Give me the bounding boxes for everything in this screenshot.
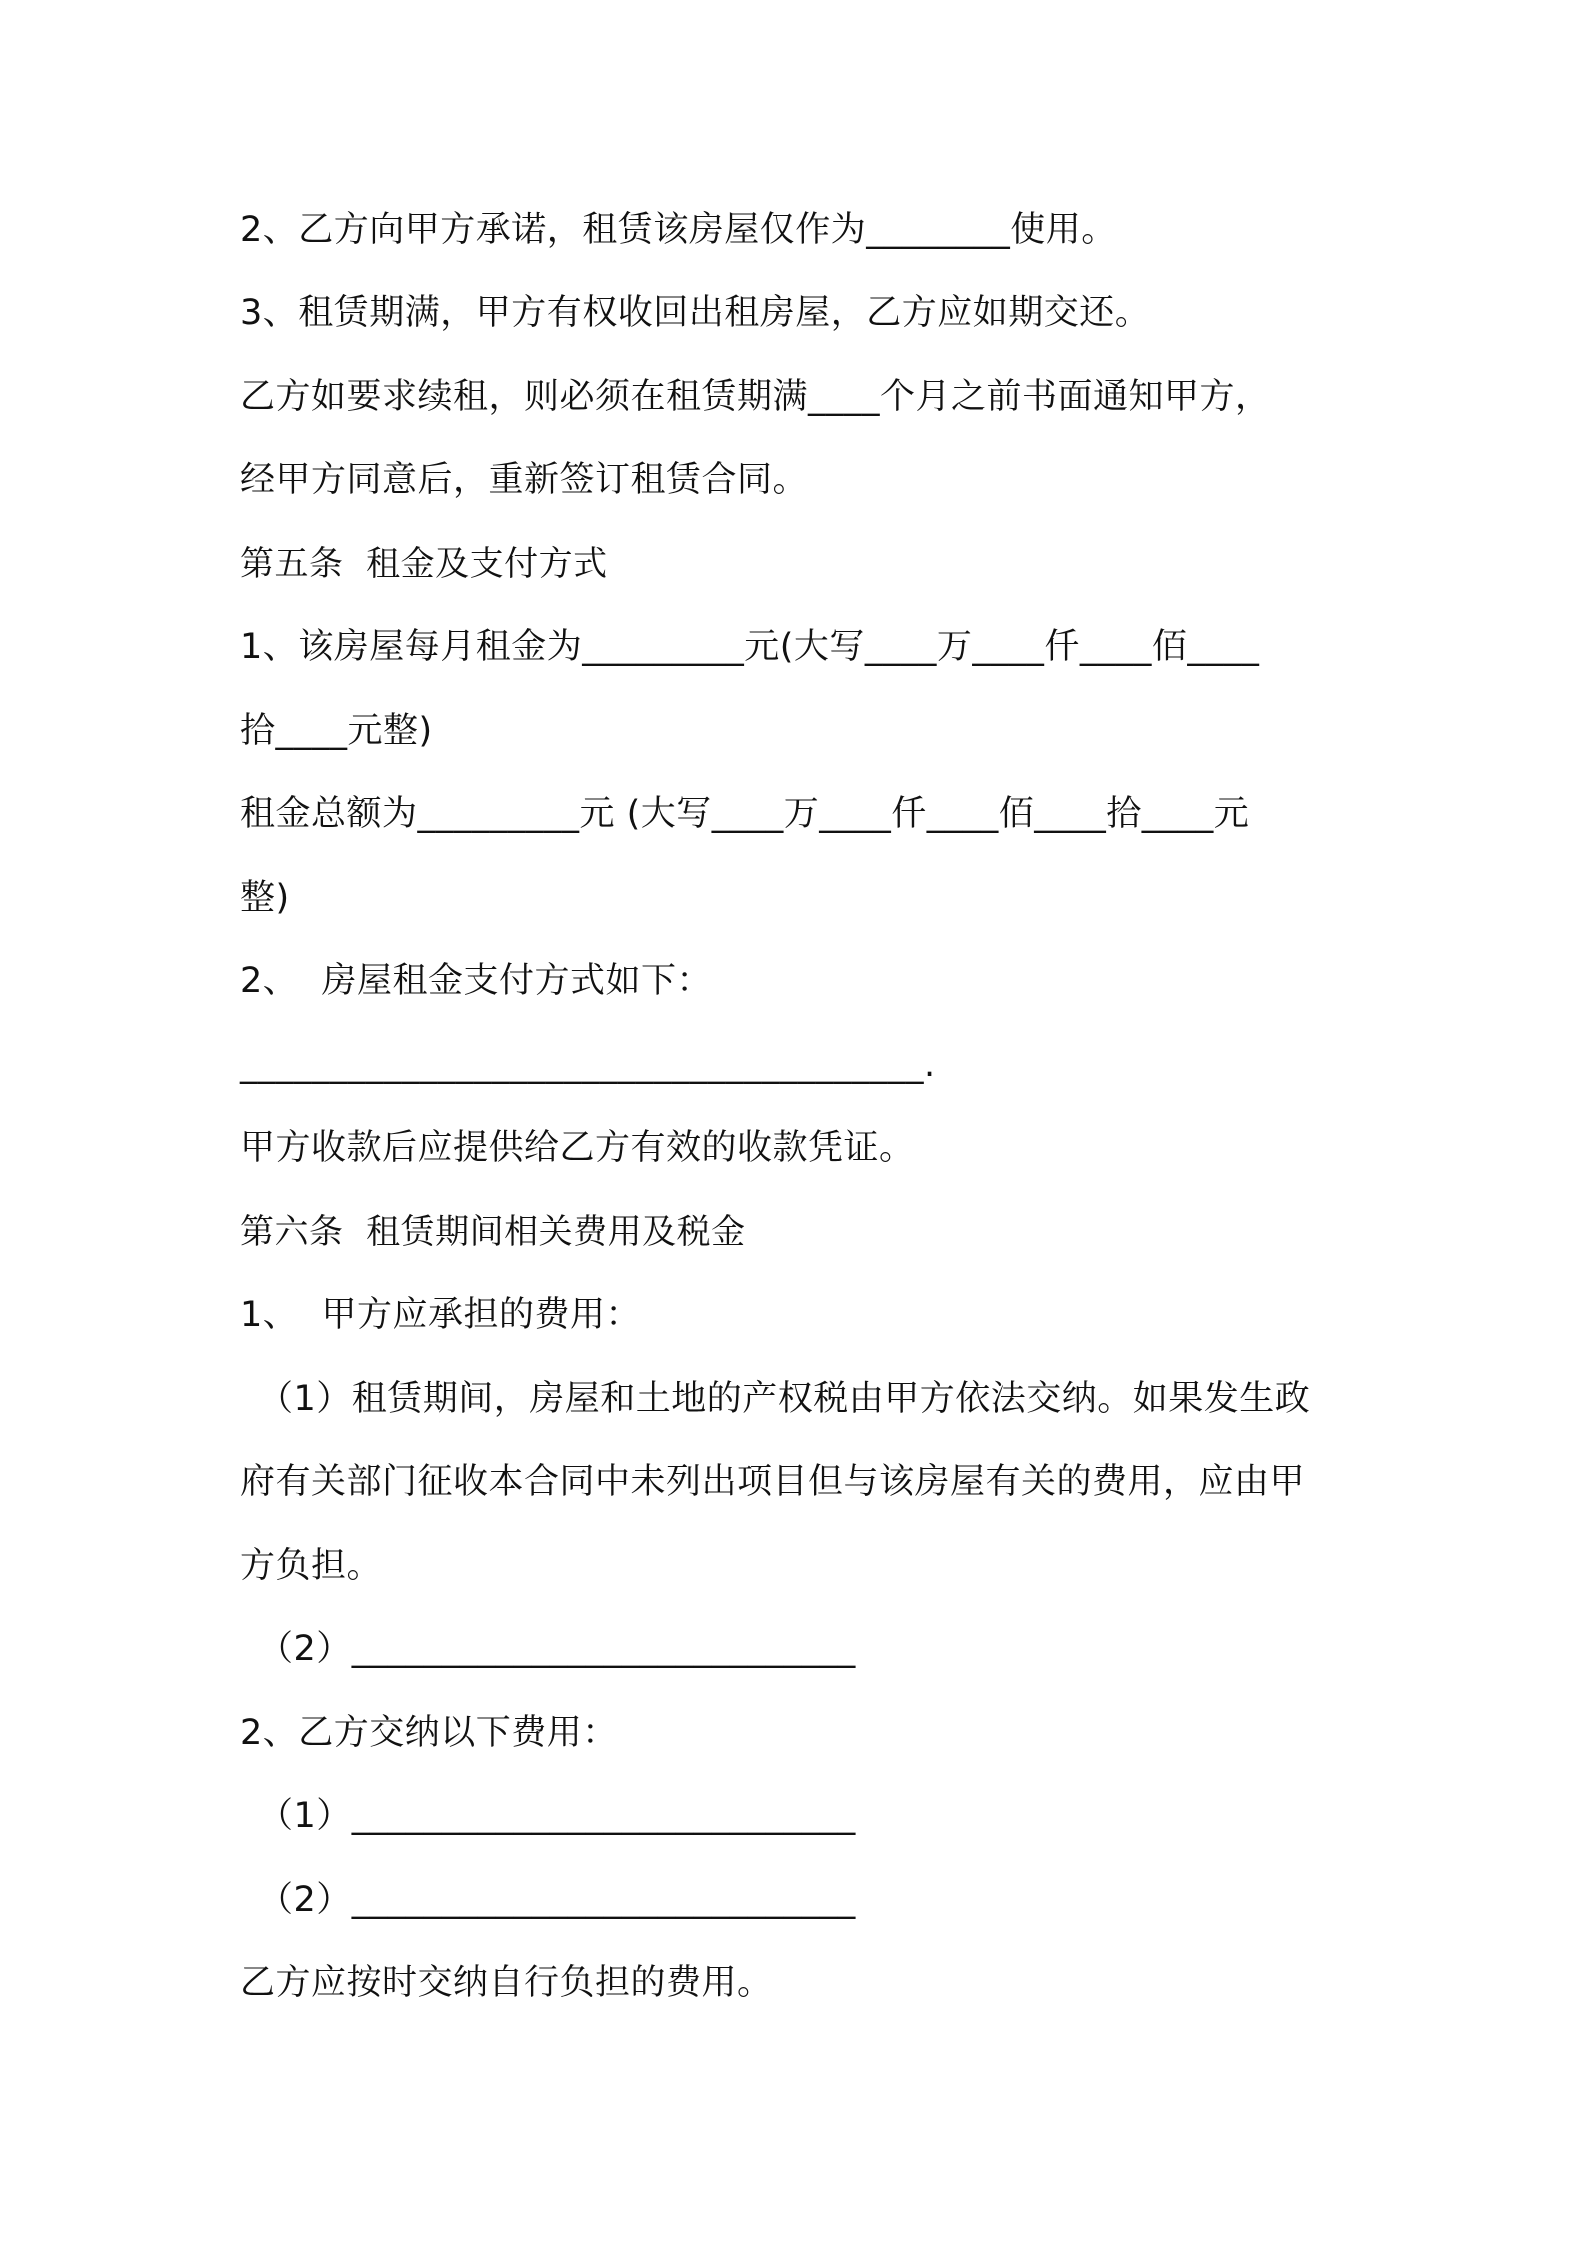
party-b-fee-statement: 乙方应按时交纳自行负担的费用。 bbox=[240, 1963, 773, 2003]
total-rent-line-2: 整) bbox=[240, 878, 290, 918]
party-b-fees-item: 2、乙方交纳以下费用： bbox=[240, 1713, 618, 1753]
party-a-fee-2-blank: （2）____________________________ bbox=[258, 1629, 856, 1669]
renewal-notice-line-2: 经甲方同意后，重新签订租赁合同。 bbox=[240, 460, 809, 500]
party-a-fee-1-line-2: 府有关部门征收本合同中未列出项目但与该房屋有关的费用，应由甲 bbox=[240, 1462, 1306, 1502]
receipt-statement: 甲方收款后应提供给乙方有效的收款凭证。 bbox=[240, 1128, 915, 1168]
payment-method-item: 2、 房屋租金支付方式如下： bbox=[240, 961, 713, 1001]
renewal-notice-line-1: 乙方如要求续租，则必须在租赁期满____个月之前书面通知甲方， bbox=[240, 377, 1271, 417]
monthly-rent-line-1: 1、该房屋每月租金为_________元(大写____万____仟____佰____ bbox=[240, 627, 1260, 667]
clause-4-item-3: 3、租赁期满，甲方有权收回出租房屋，乙方应如期交还。 bbox=[240, 293, 1151, 333]
payment-method-blank: ______________________________________. bbox=[240, 1045, 936, 1085]
party-b-fee-1-blank: （1）____________________________ bbox=[258, 1796, 856, 1836]
article-6-heading: 第六条 租赁期间相关费用及税金 bbox=[240, 1212, 746, 1252]
total-rent-line-1: 租金总额为_________元 (大写____万____仟____佰____拾____元 bbox=[240, 794, 1250, 834]
party-a-fee-1-line-1: （1）租赁期间，房屋和土地的产权税由甲方依法交纳。如果发生政 bbox=[258, 1379, 1311, 1419]
monthly-rent-line-2: 拾____元整) bbox=[240, 711, 433, 751]
party-a-fee-1-line-3: 方负担。 bbox=[240, 1546, 383, 1586]
clause-4-item-2: 2、乙方向甲方承诺，租赁该房屋仅作为________使用。 bbox=[240, 210, 1117, 250]
article-5-heading: 第五条 租金及支付方式 bbox=[240, 544, 608, 584]
party-b-fee-2-blank: （2）____________________________ bbox=[258, 1880, 856, 1920]
party-a-fees-item: 1、 甲方应承担的费用： bbox=[240, 1295, 642, 1335]
